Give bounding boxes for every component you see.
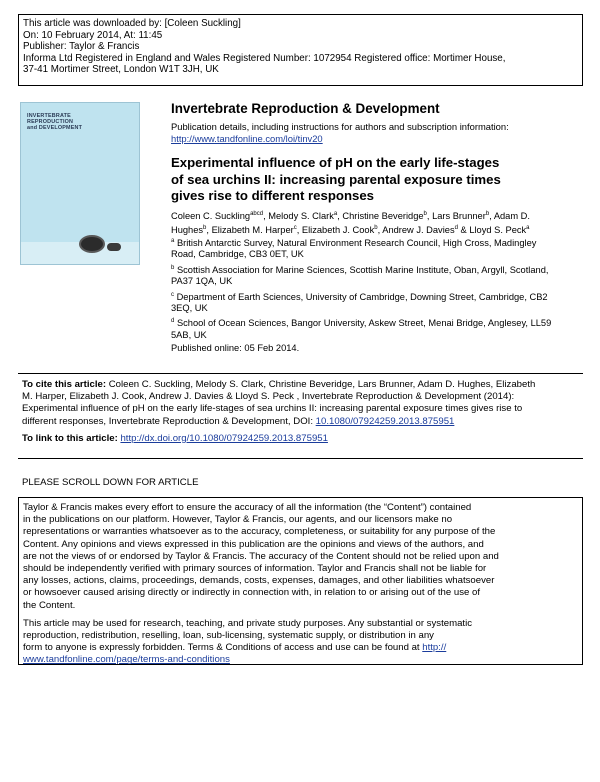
article-doi-url-link[interactable]: http://dx.doi.org/10.1080/07924259.2013.875951 (120, 432, 328, 444)
terms-line: form to anyone is expressly forbidden. Terms & Conditions of access and use can be found at http:// (23, 642, 447, 654)
journal-url-link[interactable]: http://www.tandfonline.com/loi/tinv20 (171, 133, 323, 144)
citation-line: M. Harper, Elizabeth J. Cook, Andrew J. Davies & Lloyd S. Peck , Invertebrate Reproduction & Development (2014): (22, 391, 515, 403)
terms-line: should be independently verified with primary sources of information. Taylor and Francis shall not be liable for (23, 563, 487, 575)
citation-block (22, 379, 535, 445)
download-header-line: On: 10 February 2014, At: 11:45 (23, 29, 163, 41)
divider (18, 373, 583, 374)
author-line: Coleen C. Suckling$^{abcd}$, Melody S. Clark$^a$, Christine Beveridge$^b$, Lars Brunner$^b$, Adam D. (171, 210, 530, 221)
affiliation: $^b$ Scottish Association for Marine Sciences, Scottish Marine Institute, Oban, Argyll, Scotland, (171, 264, 549, 275)
download-header-line: Informa Ltd Registered in England and Wales Registered Number: 1072954 Registered office: Mortimer House, (23, 52, 506, 64)
scroll-notice: PLEASE SCROLL DOWN FOR ARTICLE (22, 477, 199, 488)
author-line: Hughes$^b$, Elizabeth M. Harper$^c$, Elizabeth J. Cook$^b$, Andrew J. Davies$^d$ & Lloyd S. Peck$^a$ (171, 224, 530, 235)
affiliations (171, 238, 551, 355)
download-header-line: Publisher: Taylor & Francis (23, 41, 140, 53)
journal-details: Publication details, including instructions for authors and subscription information: (171, 121, 509, 132)
snail-body-icon (107, 243, 121, 251)
doi-link[interactable]: 10.1080/07924259.2013.875951 (315, 415, 455, 427)
journal-title: Invertebrate Reproduction & Development (171, 101, 440, 116)
affiliation: 3EQ, UK (171, 303, 208, 314)
terms-line: Taylor & Francis makes every effort to ensure the accuracy of all the information (the “Content”) contained (23, 502, 472, 513)
terms-line: any losses, actions, claims, proceedings, demands, costs, expenses, damages, and other liabilities whatsoever (23, 575, 495, 587)
article-link-line: To link to this article: http://dx.doi.org/10.1080/07924259.2013.875951 (22, 432, 328, 444)
divider (18, 458, 583, 459)
affiliation: Road, Cambridge, CB3 0ET, UK (171, 249, 304, 260)
affiliation: PA37 1QA, UK (171, 276, 233, 287)
affiliation: $^c$ Department of Earth Sciences, University of Cambridge, Downing Street, Cambridge, CB2 (171, 291, 548, 302)
article-title: Experimental influence of pH on the early life-stages of sea urchins II: increasing parental exposure times gives rise to different responses (171, 155, 501, 203)
terms-line: are not the views of or endorsed by Taylor & Francis. The accuracy of the Content should not be relied upon and (23, 550, 499, 562)
snail-shell-icon (79, 235, 105, 253)
affiliation: 5AB, UK (171, 329, 207, 340)
terms-line: representations or warranties whatsoever as to the accuracy, completeness, or suitability for any purpose of the (23, 526, 496, 538)
terms-line: or howsoever caused arising directly or indirectly in connection with, in relation to or arising out of the use of (23, 587, 481, 599)
affiliation: $^a$ British Antarctic Survey, Natural Environment Research Council, High Cross, Madingley (171, 237, 537, 248)
published-date: Published online: 05 Feb 2014. (171, 343, 300, 354)
terms-line: Content. Any opinions and views expressed in this publication are the opinions and views of the authors, and (23, 538, 484, 550)
affiliation: $^d$ School of Ocean Sciences, Bangor University, Askew Street, Menai Bridge, Anglesey, LL59 (171, 318, 552, 329)
terms-line: the Content. (23, 599, 76, 611)
citation-line: different responses, Invertebrate Reproduction & Development, DOI: 10.1080/07924259.2013.875951 (22, 415, 455, 427)
citation-line: To cite this article: Coleen C. Suckling, Melody S. Clark, Christine Beveridge, Lars Brunner, Adam D. Hughes, Elizabeth (22, 379, 536, 390)
cover-title: INVERTEBRATE REPRODUCTION and DEVELOPMENT (27, 113, 83, 131)
terms-url-link[interactable]: http:// (422, 642, 447, 654)
terms-and-conditions-box (18, 497, 583, 665)
terms-url-link[interactable]: www.tandfonline.com/page/terms-and-conditions (23, 654, 230, 666)
author-list (171, 209, 530, 237)
citation-line: Experimental influence of pH on the early life-stages of sea urchins II: increasing parental exposure times gives rise to (22, 403, 523, 415)
download-header (18, 14, 583, 86)
terms-line: in the publications on our platform. However, Taylor & Francis, our agents, and our licensors make no (23, 514, 453, 526)
journal-cover-image (20, 102, 140, 265)
terms-line: reproduction, redistribution, reselling, loan, sub-licensing, systematic supply, or distribution in any (23, 630, 434, 642)
download-header-line: 37-41 Mortimer Street, London W1T 3JH, UK (23, 64, 219, 76)
download-header-line: This article was downloaded by: [Coleen Suckling] (23, 18, 241, 29)
terms-line: This article may be used for research, teaching, and private study purposes. Any substantial or systematic (23, 617, 472, 629)
